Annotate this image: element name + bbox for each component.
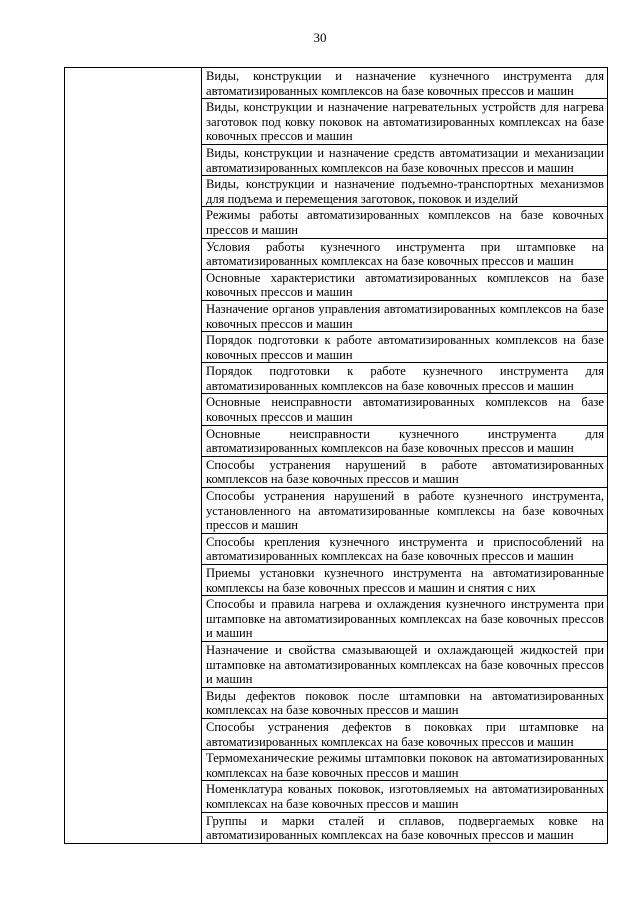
requirements-table-body [65,68,608,844]
knowledge-item: Виды, конструкции и назначение кузнечного инструмента для автоматизированных комплексов на базе ковочных прессов и машин [202,68,608,99]
knowledge-item: Основные неисправности кузнечного инструмента для автоматизированных комплексов на базе ковочных прессов и машин [202,425,608,456]
knowledge-item: Назначение органов управления автоматизированных комплексов на базе ковочных прессов и машин [202,300,608,331]
knowledge-item: Группы и марки сталей и сплавов, подвергаемых ковке на автоматизированных комплексах на базе ковочных прессов и машин [202,812,608,843]
table-row [65,68,608,99]
knowledge-item: Виды, конструкции и назначение нагревательных устройств для нагрева заготовок под ковку поковок на автоматизированных комплексах на базе ковочных прессов и машин [202,99,608,145]
knowledge-item: Основные характеристики автоматизированных комплексов на базе ковочных прессов и машин [202,269,608,300]
left-column-cell [65,68,202,844]
knowledge-item: Виды дефектов поковок после штамповки на автоматизированных комплексах на базе ковочных прессов и машин [202,687,608,718]
requirements-table [64,67,608,844]
knowledge-item: Способы устранения дефектов в поковках при штамповке на автоматизированных комплексах на базе ковочных прессов и машин [202,718,608,749]
knowledge-item: Способы устранения нарушений в работе автоматизированных комплексов на базе ковочных прессов и машин [202,456,608,487]
knowledge-item: Приемы установки кузнечного инструмента на автоматизированные комплексы на базе ковочных прессов и машин и снятия с них [202,565,608,596]
knowledge-item: Порядок подготовки к работе автоматизированных комплексов на базе ковочных прессов и машин [202,332,608,363]
knowledge-item: Способы крепления кузнечного инструмента и приспособлений на автоматизированных комплексах на базе ковочных прессов и машин [202,533,608,564]
knowledge-item: Порядок подготовки к работе кузнечного инструмента для автоматизированных комплексов на базе ковочных прессов и машин [202,363,608,394]
knowledge-item: Условия работы кузнечного инструмента при штамповке на автоматизированных комплексах на базе ковочных прессов и машин [202,238,608,269]
knowledge-item: Виды, конструкции и назначение подъемно-транспортных механизмов для подъема и перемещения заготовок, поковок и изделий [202,176,608,207]
knowledge-item: Способы и правила нагрева и охлаждения кузнечного инструмента при штамповке на автоматизированных комплексах на базе ковочных прессов и машин [202,596,608,642]
knowledge-item: Режимы работы автоматизированных комплексов на базе ковочных прессов и машин [202,207,608,238]
knowledge-item: Способы устранения нарушений в работе кузнечного инструмента, установленного на автоматизированные комплексы на базе ковочных прессов и машин [202,488,608,534]
knowledge-item: Виды, конструкции и назначение средств автоматизации и механизации автоматизированных комплексов на базе ковочных прессов и машин [202,144,608,175]
knowledge-item: Основные неисправности автоматизированных комплексов на базе ковочных прессов и машин [202,394,608,425]
knowledge-item: Номенклатура кованых поковок, изготовляемых на автоматизированных комплексах на базе ковочных прессов и машин [202,781,608,812]
knowledge-item: Термомеханические режимы штамповки поковок на автоматизированных комплексах на базе ковочных прессов и машин [202,750,608,781]
page-number: 30 [313,30,327,45]
knowledge-item: Назначение и свойства смазывающей и охлаждающей жидкостей при штамповке на автоматизированных комплексах на базе ковочных прессов и машин [202,641,608,687]
